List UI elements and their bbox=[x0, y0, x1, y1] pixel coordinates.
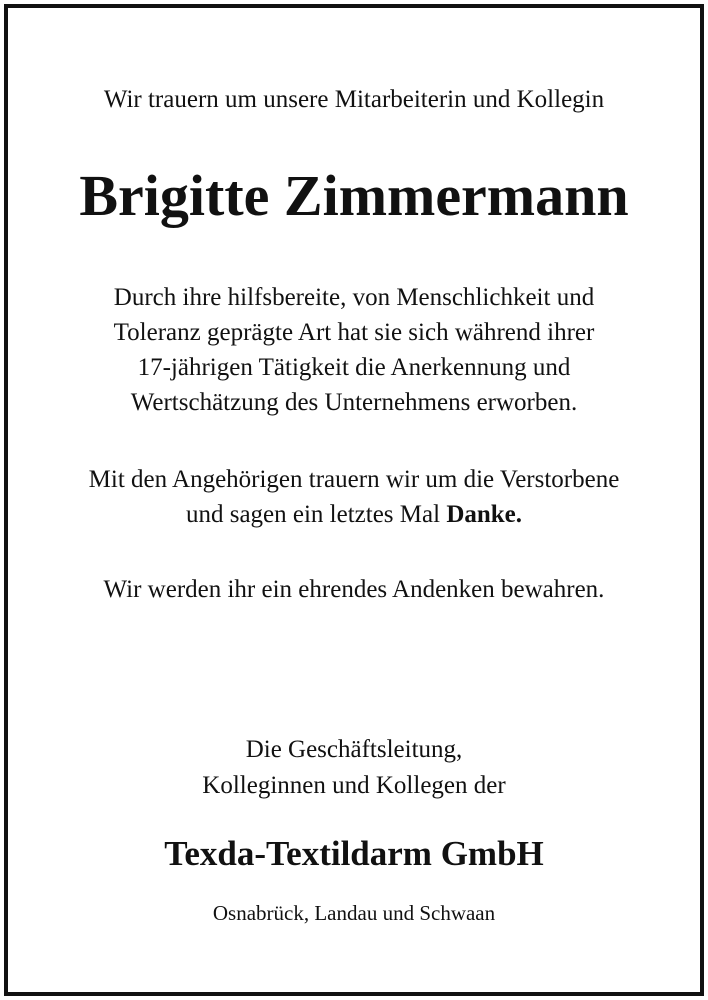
intro-text: Wir trauern um unsere Mitarbeiterin und Kollegin bbox=[103, 86, 605, 113]
tribute-line: Durch ihre hilfsbereite, von Menschlichkeit und bbox=[113, 284, 595, 311]
tribute-line: 17-jährigen Tätigkeit die Anerkennung und bbox=[137, 354, 571, 381]
tribute-paragraph bbox=[0, 280, 708, 420]
deceased-name: Brigitte Zimmermann bbox=[79, 163, 629, 228]
signers-line: Kolleginnen und Kollegen der bbox=[202, 772, 506, 799]
thanks-word: Danke. bbox=[446, 501, 523, 528]
mourning-line-text: und sagen ein letztes Mal bbox=[185, 501, 447, 528]
mourning-line bbox=[0, 497, 708, 532]
signers-paragraph bbox=[0, 732, 708, 804]
company-name: Texda-Textildarm GmbH bbox=[164, 834, 544, 873]
memory-text: Wir werden ihr ein ehrendes Andenken bewahren. bbox=[103, 576, 605, 603]
tribute-line: Wertschätzung des Unternehmens erworben. bbox=[130, 389, 578, 416]
signers-line: Die Geschäftsleitung, bbox=[245, 736, 463, 763]
mourning-line: Mit den Angehörigen trauern wir um die Verstorbene bbox=[88, 466, 620, 493]
tribute-line: Toleranz geprägte Art hat sie sich während ihrer bbox=[113, 319, 595, 346]
company-locations: Osnabrück, Landau und Schwaan bbox=[212, 901, 496, 925]
mourning-paragraph bbox=[0, 462, 708, 532]
